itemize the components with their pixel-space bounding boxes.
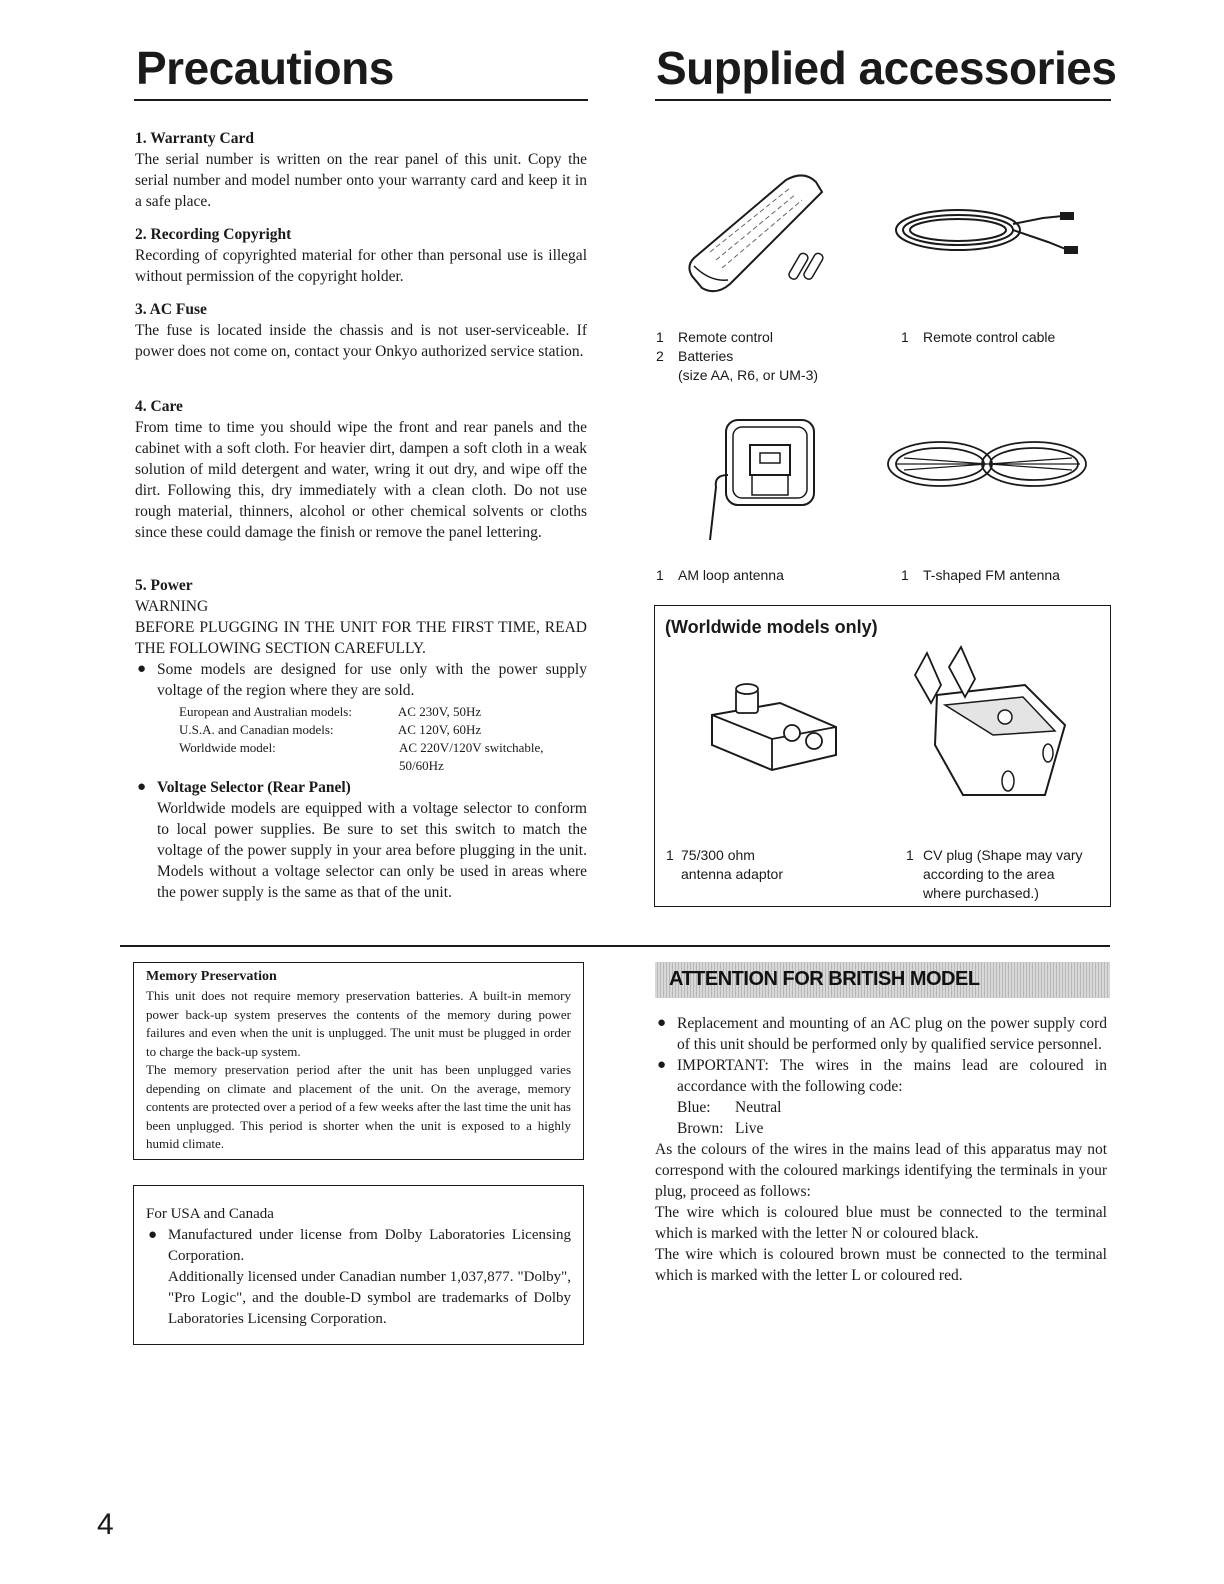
bullet-dot: ● bbox=[137, 779, 147, 795]
cable-caption: 1 Remote control cable bbox=[901, 329, 1056, 345]
british-p3: The wire which is coloured brown must be connected to the terminal which is marked with the letter L or coloured red. bbox=[655, 1246, 1107, 1284]
care-body: From time to time you should wipe the front and rear panels and the cabinet with a soft cloth. For heavier dirt, dampen a soft cloth in a weak solution of mild detergent and water, wring it out dry, and wipe off the dirt. Following this, dry immediately with a clean cloth. Do not use rough material, thinners, alcohol or other chemical solvents or cloths since these could damage the finish or remove the panel lettering. bbox=[135, 419, 587, 541]
memory-box bbox=[133, 962, 584, 1160]
power-bullet-2 bbox=[135, 777, 587, 903]
bullet-dot: ● bbox=[148, 1227, 158, 1243]
warranty-body: The serial number is written on the rear panel of this unit. Copy the serial number and model number onto your warranty card and keep it in a safe place. bbox=[135, 151, 587, 210]
british-section bbox=[655, 1013, 1107, 1286]
cv-plug-illustration bbox=[905, 645, 1075, 805]
selector-body: Worldwide models are equipped with a voltage selector to conform to local power supplies. Be sure to set this switch to match the voltage of the power supply in your area before plugging in the unit. Models without a voltage selector can only be used in areas where the power supply is the same as that of the unit. bbox=[157, 800, 587, 901]
power-warning-text: BEFORE PLUGGING IN THE UNIT FOR THE FIRST TIME, READ THE FOLLOWING SECTION CAREFULLY. bbox=[135, 619, 587, 657]
fuse-body: The fuse is located inside the chassis and is not user-serviceable. If power does not come on, contact your Onkyo authorized service station. bbox=[135, 322, 587, 360]
memory-p1: This unit does not require memory preservation batteries. A built-in memory power back-up system preserves the contents of the memory during power failures and even when the unit is unplugged. The unit must be plugged in order to charge the back-up system. bbox=[146, 988, 571, 1059]
voltage-row: U.S.A. and Canadian models: AC 120V, 60Hz bbox=[179, 722, 482, 737]
power-bullet-1: ● Some models are designed for use only with the power supply voltage of the region where they are sold. bbox=[137, 661, 587, 699]
precautions-rule bbox=[134, 99, 588, 101]
bullet-dot: ● bbox=[137, 661, 147, 677]
fm-caption: 1 T-shaped FM antenna bbox=[901, 567, 1060, 583]
plug-caption: 1 CV plug (Shape may vary according to the area where purchased.) bbox=[906, 847, 1083, 901]
remote-caption: 1 Remote control 2 Batteries (size AA, R6, or UM-3) bbox=[656, 329, 819, 383]
copyright-section bbox=[135, 224, 587, 287]
british-p1: As the colours of the wires in the mains lead of this apparatus may not correspond with the coloured markings identifying the terminals in your plug, proceed as follows: bbox=[655, 1141, 1107, 1200]
voltage-row: European and Australian models: AC 230V, 50Hz bbox=[179, 704, 482, 719]
british-bullet-2: ● IMPORTANT: The wires in the mains lead are coloured in accordance with the following code: bbox=[657, 1057, 1107, 1095]
fm-antenna-illustration bbox=[884, 430, 1094, 500]
bullet-dot: ● bbox=[657, 1057, 667, 1073]
fuse-title: 3. AC Fuse bbox=[135, 301, 207, 318]
adaptor-caption: 1 75/300 ohm antenna adaptor bbox=[666, 847, 783, 882]
precautions-heading: Precautions bbox=[136, 42, 394, 94]
memory-title: Memory Preservation bbox=[146, 969, 277, 984]
care-title: 4. Care bbox=[135, 398, 183, 415]
british-bullet-1: ● Replacement and mounting of an AC plug on the power supply cord of this unit should be performed only by qualified service personnel. bbox=[657, 1015, 1107, 1053]
british-p2: The wire which is coloured blue must be connected to the terminal which is marked with the letter N or coloured black. bbox=[655, 1204, 1107, 1242]
power-warning: WARNING bbox=[135, 598, 209, 615]
accessories-heading: Supplied accessories bbox=[656, 42, 1117, 94]
dolby-bullet: ● Manufactured under license from Dolby Laboratories Licensing Corporation. Additionally licensed under Canadian number 1,037,877. "Dolby", "Pro Logic", and the double-D symbol are trademarks of Dolby Laboratories Licensing Corporation. bbox=[148, 1227, 571, 1327]
dolby-box bbox=[133, 1185, 584, 1345]
remote-control-illustration bbox=[686, 170, 836, 300]
fuse-section bbox=[135, 299, 587, 362]
voltage-table bbox=[179, 703, 587, 775]
warranty-title: 1. Warranty Card bbox=[135, 130, 254, 147]
copyright-body: Recording of copyrighted material for other than personal use is illegal without permission of the copyright holder. bbox=[135, 247, 587, 285]
care-section bbox=[135, 396, 587, 543]
memory-p2: The memory preservation period after the unit has been unplugged varies depending on climate and placement of the unit. On the average, memory contents are protected over a period of a few weeks after the last time the unit has been unplugged. This period is shorter when the unit is exposed to a highly humid climate. bbox=[146, 1062, 571, 1151]
antenna-adaptor-illustration bbox=[700, 675, 850, 775]
remote-cable-illustration bbox=[888, 200, 1093, 265]
colour-code: Blue: Neutral Brown: Live bbox=[677, 1099, 782, 1137]
selector-title: Voltage Selector (Rear Panel) bbox=[157, 779, 351, 796]
worldwide-title: (Worldwide models only) bbox=[665, 617, 878, 637]
warranty-section bbox=[135, 128, 587, 212]
accessories-rule bbox=[655, 99, 1111, 101]
british-banner: ATTENTION FOR BRITISH MODEL bbox=[655, 962, 1110, 998]
bullet-dot: ● bbox=[657, 1015, 667, 1031]
power-title: 5. Power bbox=[135, 577, 193, 594]
dolby-heading: For USA and Canada bbox=[146, 1206, 274, 1222]
power-section bbox=[135, 575, 587, 903]
am-loop-antenna-illustration bbox=[700, 415, 820, 545]
page-number: 4 bbox=[97, 1508, 114, 1541]
copyright-title: 2. Recording Copyright bbox=[135, 226, 292, 243]
voltage-row: Worldwide model: AC 220V/120V switchable, 50/60Hz bbox=[179, 740, 544, 773]
section-divider bbox=[120, 945, 1110, 947]
am-caption: 1 AM loop antenna bbox=[656, 567, 784, 583]
